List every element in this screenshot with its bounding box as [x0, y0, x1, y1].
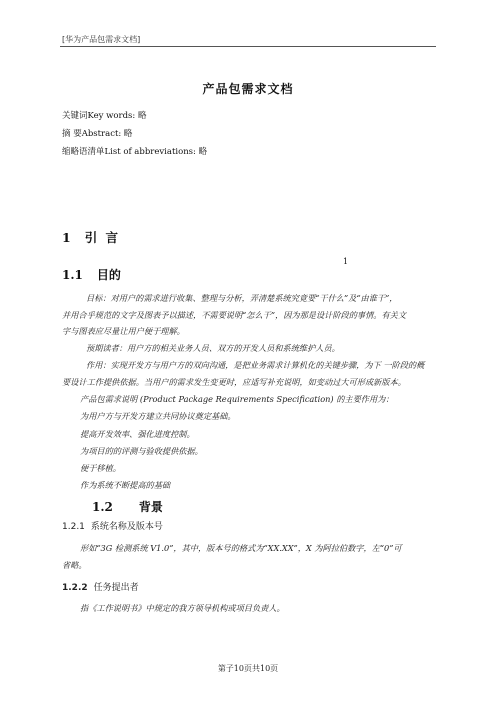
section-1-2-heading — [92, 498, 163, 515]
purpose-line: 为项目的的评测与验收提供依据。 — [80, 446, 203, 456]
section-1-2-1-title: 系统名称及版本号 — [90, 522, 163, 532]
purpose-line: 为用户方与开发方建立共同协议奠定基础。 — [80, 411, 236, 421]
purpose-line: 并用合乎规范的文字及图表予以描述，不需要说明“怎么干”，因为那是设计阶段的事情。有关文 — [62, 310, 407, 320]
keywords-line: 关键词Key words: 略 — [62, 111, 147, 121]
section-1-heading — [62, 228, 120, 246]
purpose-line: 预期读者：用户方的相关业务人员、双方的开发人员和系统维护人员。 — [86, 343, 340, 353]
abbreviations-line: 缩略语清单List of abbreviations: 略 — [62, 147, 208, 157]
section-1-2-title: 背景 — [138, 500, 163, 514]
section-1-2-2-heading — [62, 580, 139, 593]
section-1-2-2-title: 任务提出者 — [93, 583, 139, 593]
doc-title: 产品包需求文档 — [202, 82, 294, 96]
section-1-1-heading — [62, 266, 121, 283]
version-line: 形如“3G 检测系统 V1.0”，其中，版本号的格式为“XX.XX”，X 为阿拉伯数字，左“0”可 — [80, 543, 402, 553]
purpose-line: 目标：对用户的需求进行收集、整理与分析，弄清楚系统究竟要“干什么”及“由谁干”， — [86, 293, 398, 303]
page-mark: 1 — [343, 257, 349, 266]
section-1-2-number: 1.2 — [92, 500, 113, 514]
section-1-2-2-number: 1.2.2 — [62, 583, 88, 593]
page-footer: 第子10页共10页 — [217, 664, 279, 673]
abstract-line: 摘 要Abstract: 略 — [62, 129, 133, 139]
purpose-line: 作用：实现开发方与用户方的双向沟通，是把业务需求计算机化的关键步骤，为下 一阶段的概 — [86, 360, 425, 370]
section-1-2-1-heading — [62, 519, 163, 532]
header-tag: [华为产品包需求文档] — [62, 35, 141, 44]
purpose-line: 便于移植。 — [80, 463, 121, 473]
section-1-2-1-number: 1.2.1 — [62, 522, 85, 532]
section-1-title: 引 言 — [84, 230, 121, 245]
section-1-number: 1 — [62, 230, 73, 245]
header-rule — [60, 46, 436, 47]
purpose-line: 作为系统不断提高的基础 — [80, 480, 171, 490]
task-proposer-line: 指《工作说明书》中规定的我方领导机构或项目负责人。 — [80, 603, 285, 613]
purpose-line: 字与图表应尽量让用户便于理解。 — [62, 326, 185, 336]
section-1-1-title: 目的 — [96, 268, 121, 282]
purpose-line: 产品包需求说明 (Product Package Requirements Specification) 的主要作用为： — [80, 394, 394, 404]
purpose-line: 提高开发效率、强化进度控制。 — [80, 429, 195, 439]
section-1-1-number: 1.1 — [62, 268, 83, 282]
version-line: 省略。 — [62, 560, 87, 570]
purpose-line: 要设计工作提供依据。当用户的需求发生变更时，应适写补充说明，如变动过大可形成新版本。 — [62, 377, 406, 387]
